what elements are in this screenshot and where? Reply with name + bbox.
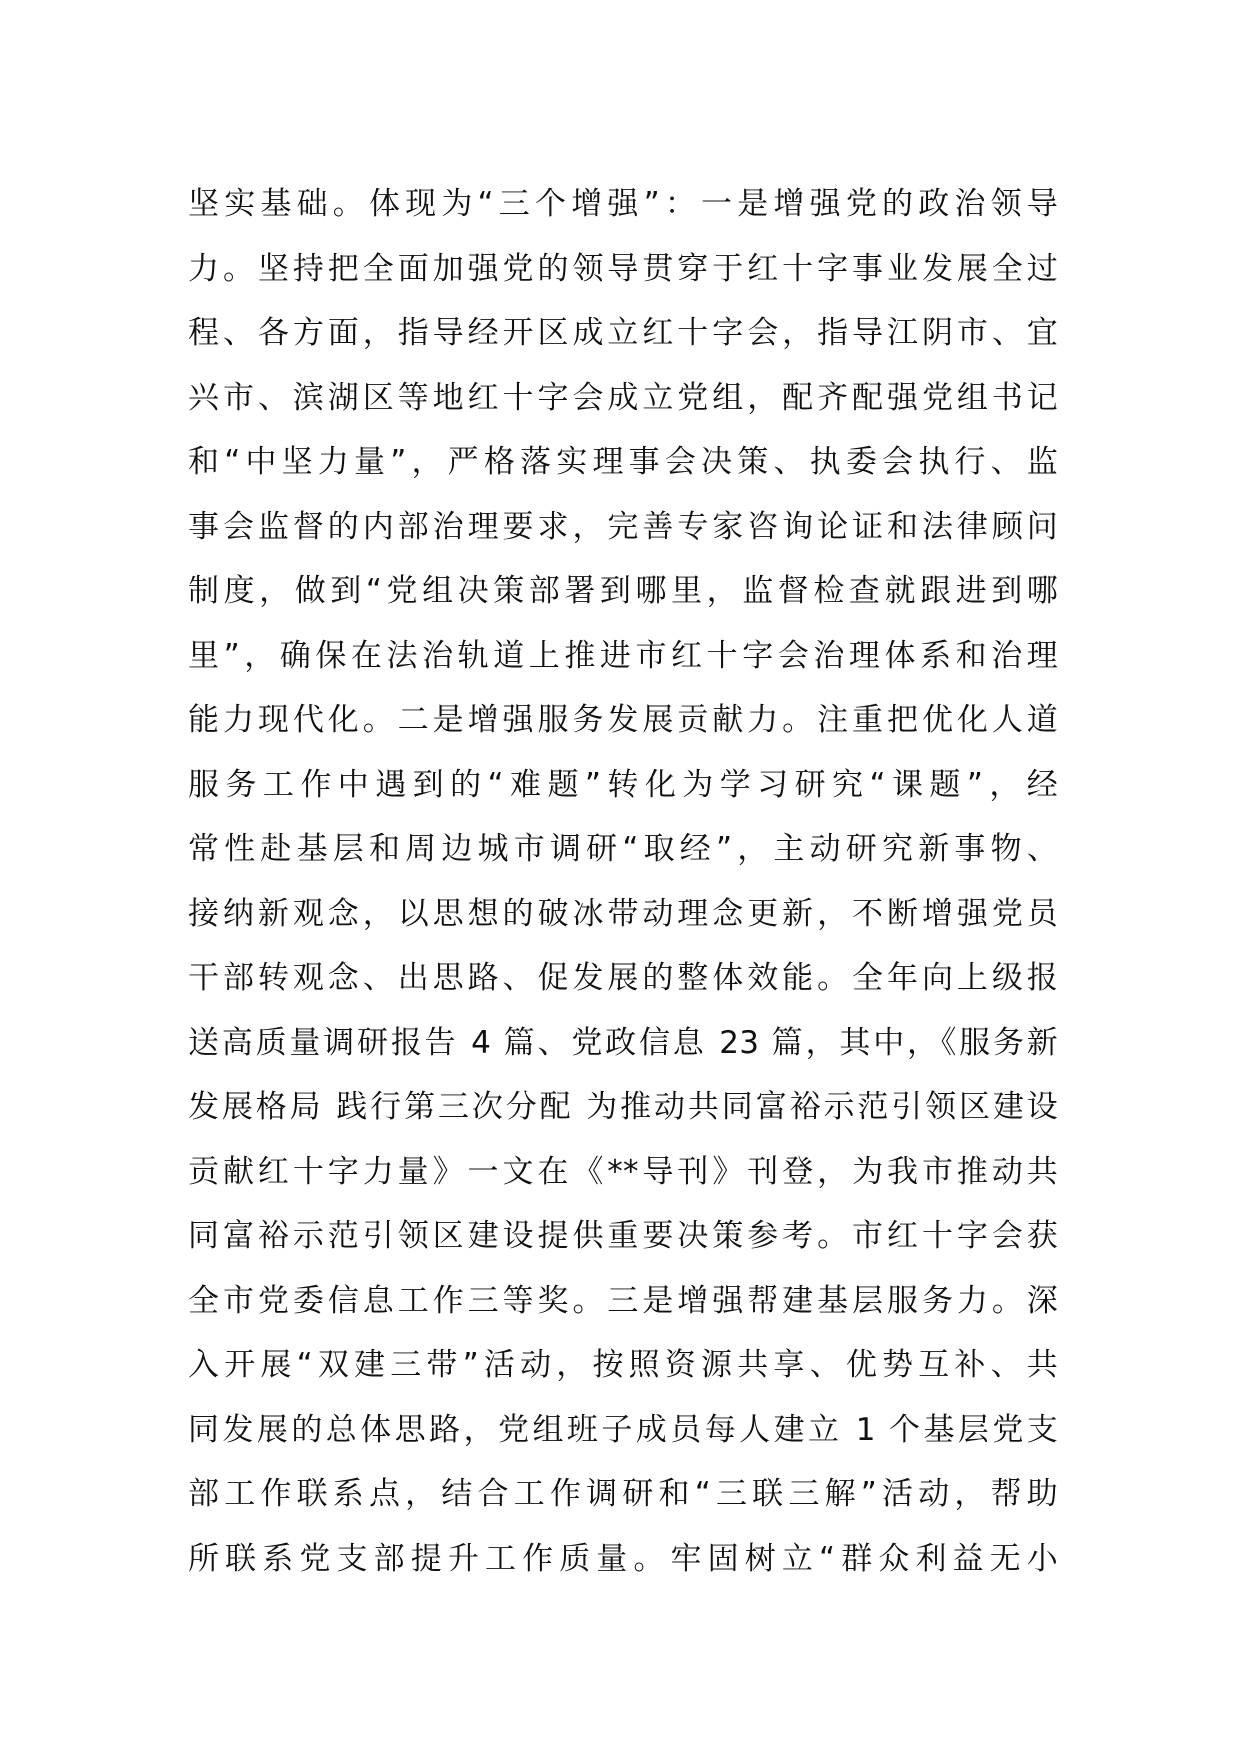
text-line: 制度，做到“党组决策部署到哪里，监督检查就跟进到哪 xyxy=(188,573,1058,609)
text-line: 坚实基础。体现为“三个增强”：一是增强党的政治领导 xyxy=(188,186,1058,222)
body-paragraph xyxy=(188,172,1058,1591)
text-line: 贡献红十字力量》一文在《**导刊》刊登，为我市推动共 xyxy=(188,1153,1058,1190)
text-line: 能力现代化。二是增强服务发展贡献力。注重把优化人道 xyxy=(188,702,1058,738)
text-line: 全市党委信息工作三等奖。三是增强帮建基层服务力。深 xyxy=(188,1282,1058,1319)
text-line: 里”，确保在法治轨道上推进市红十字会治理体系和治理 xyxy=(188,637,1058,674)
text-line: 入开展“双建三带”活动，按照资源共享、优势互补、共 xyxy=(188,1347,1058,1383)
text-line: 程、各方面，指导经开区成立红十字会，指导江阴市、宜 xyxy=(188,315,1058,351)
text-line: 兴市、滨湖区等地红十字会成立党组，配齐配强党组书记 xyxy=(188,379,1058,416)
text-line: 干部转观念、出思路、促发展的整体效能。全年向上级报 xyxy=(188,960,1058,996)
text-line: 常性赴基层和周边城市调研“取经”，主动研究新事物、 xyxy=(188,831,1058,867)
text-line: 接纳新观念，以思想的破冰带动理念更新，不断增强党员 xyxy=(188,895,1058,932)
text-line: 和“中坚力量”，严格落实理事会决策、执委会执行、监 xyxy=(188,444,1058,480)
text-line: 发展格局 践行第三次分配 为推动共同富裕示范引领区建设 xyxy=(188,1089,1058,1125)
text-line: 同富裕示范引领区建设提供重要决策参考。市红十字会获 xyxy=(188,1218,1058,1254)
text-line: 送高质量调研报告 4 篇、党政信息 23 篇，其中，《服务新 xyxy=(188,1024,1058,1061)
text-line: 部工作联系点，结合工作调研和“三联三解”活动，帮助 xyxy=(188,1476,1058,1512)
text-line: 服务工作中遇到的“难题”转化为学习研究“课题”，经 xyxy=(188,766,1058,803)
text-line: 力。坚持把全面加强党的领导贯穿于红十字事业发展全过 xyxy=(188,250,1058,287)
text-line: 事会监督的内部治理要求，完善专家咨询论证和法律顾问 xyxy=(188,508,1058,545)
text-line: 所联系党支部提升工作质量。牢固树立“群众利益无小 xyxy=(188,1540,1058,1577)
text-line: 同发展的总体思路，党组班子成员每人建立 1 个基层党支 xyxy=(188,1411,1058,1448)
